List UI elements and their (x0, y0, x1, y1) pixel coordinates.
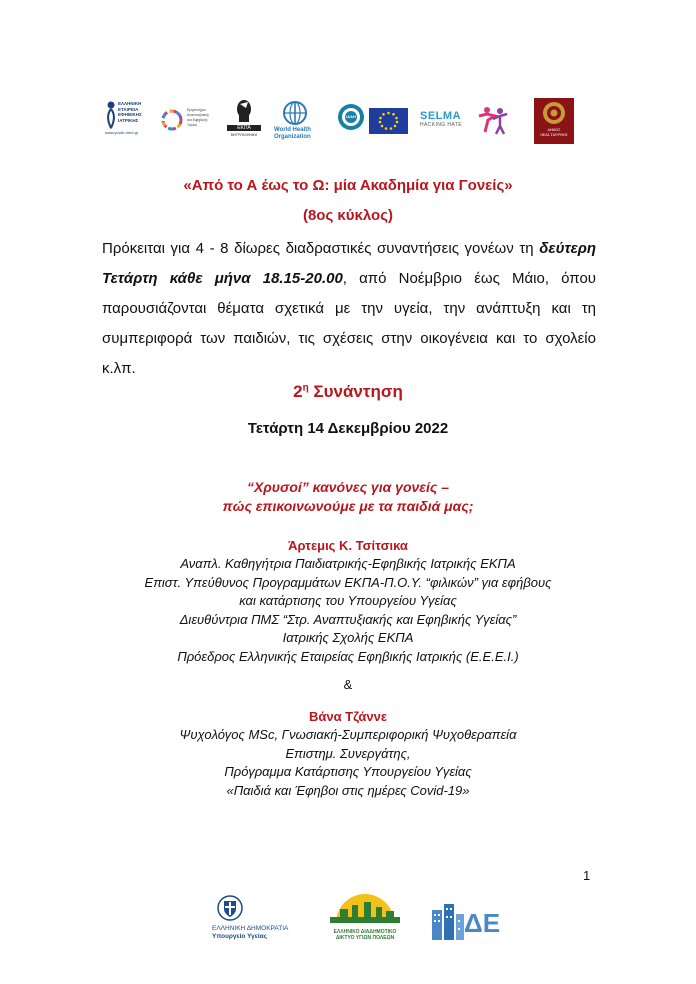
lab-logo (160, 106, 220, 140)
selma-logo (420, 110, 472, 138)
intro-bold-schedule: δεύτερη Τετάρτη κάθε μήνα 18.15-20.00 (102, 240, 597, 287)
intro-part2: , από Νοέμβριο έως Μάιο, όπου παρουσιάζονται θέματα σχετικά με την υγεία, την ανάπτυξη και τη συμπεριφορά των παιδιών, τις σχέσεις στην οικογένεια και το σχολείο κ.λπ. (102, 270, 596, 377)
who-text-2: Organization (274, 134, 311, 140)
lab-text-1: Εργαστήριο (187, 108, 206, 112)
ekpa-sub-text: ΜΗΤΡΟΚΛΗΝΙΚΗ (230, 133, 258, 137)
topic-line-1: “Χρυσοί” κανόνες για γονείς – (246, 479, 450, 495)
who-globe-icon (282, 100, 308, 126)
iaah-text: IAAH (346, 114, 356, 119)
ampersand: & (343, 677, 353, 692)
buildings-icon (430, 898, 466, 942)
meeting-heading (0, 382, 696, 402)
document-title: «Από το Α έως το Ω: μία Ακαδημία για Γονείς» (183, 177, 513, 194)
eefi-figure-icon (105, 100, 119, 130)
speaker-2-affiliations (0, 726, 696, 800)
de-text: ΔΕ (464, 908, 501, 938)
speaker-2-line: Ψυχολόγος MSc, Γνωσιακή-Συμπεριφορική Ψυχοθεραπεία (179, 727, 517, 742)
speaker-1-line: Πρόεδρος Ελληνικής Εταιρείας Εφηβικής Ιατρικής (Ε.Ε.Ε.Ι.) (177, 648, 519, 664)
speaker-1-name: Άρτεμις Κ. Τσίτσικα (288, 538, 408, 553)
de-logo (430, 898, 501, 942)
nea-smyrni-logo (534, 98, 574, 144)
eefi-text-4: ΙΑΤΡΙΚΗΣ (118, 117, 139, 123)
speaker-2-line: Πρόγραμμα Κατάρτισης Υπουργείου Υγείας (224, 764, 472, 779)
nea-smyrni-text-1: ΔΗΜΟΣ (547, 128, 561, 132)
ekpa-text: ΕΚΠΑ (227, 125, 261, 131)
eefi-text-3: ΕΦΗΒΙΚΗΣ (118, 112, 142, 117)
healthy-cities-icon (322, 893, 408, 929)
speaker-1-line: Ιατρικής Σχολής ΕΚΠΑ (282, 630, 414, 645)
selma-sub-text: HACKING HATE (420, 122, 462, 128)
network-text-1: ΕΛΛΗΝΙΚΟ ΔΙΑΔΗΜΟΤΙΚΟ (333, 929, 397, 935)
cycle-label: (8ος κύκλος) (302, 207, 394, 224)
youth-figures-logo (476, 104, 510, 138)
meeting-ordinal: η (302, 382, 309, 394)
healthy-cities-logo (322, 893, 408, 943)
speaker-1-line: και κατάρτισης του Υπουργείου Υγείας (239, 593, 457, 608)
ekpa-logo (227, 98, 261, 142)
eu-stars-icon (369, 108, 408, 134)
eefi-text-2: ΕΤΑΙΡΕΙΑ (118, 106, 139, 112)
speaker-2-line: «Παιδιά και Έφηβοι στις ημέρες Covid-19» (226, 782, 470, 798)
lab-text-4: Υγείας (187, 123, 198, 127)
speaker-1-line: Επιστ. Υπεύθυνος Προγραμμάτων ΕΚΠΑ-Π.Ο.Υ. “φιλικών” για εφήβους (144, 574, 552, 590)
page-number: 1 (583, 868, 591, 883)
meeting-number: 2 (293, 382, 303, 401)
greek-emblem-icon (215, 893, 245, 923)
meeting-label: Συνάντηση (313, 382, 403, 401)
lab-text-3: και Εφηβικής (187, 118, 208, 122)
speaker-1-line: Αναπλ. Καθηγήτρια Παιδιατρικής-Εφηβικής Ιατρικής ΕΚΠΑ (180, 556, 516, 571)
intro-paragraph (102, 234, 596, 384)
speaker-1-line: Διευθύντρια ΠΜΣ “Στρ. Αναπτυξιακής και Εφηβικής Υγείας” (179, 611, 517, 627)
gov-text-1: ΕΛΛΗΝΙΚΗ ΔΗΜΟΚΡΑΤΙΑ (212, 925, 289, 932)
eefi-url: www.youth-med.gr (105, 130, 139, 135)
eu-flag-logo (369, 108, 408, 134)
eefi-logo (105, 98, 157, 142)
athena-icon (231, 98, 257, 124)
youth-figures-icon (476, 104, 510, 138)
iaah-logo (330, 102, 372, 142)
ring-icon (160, 108, 184, 132)
speaker-2-line: Επιστημ. Συνεργάτης, (285, 745, 411, 761)
gov-logo (212, 893, 312, 939)
lab-text-2: Αναπτυξιακής (187, 113, 210, 117)
who-logo (272, 100, 322, 144)
topic-line-2: πώς επικοινωνούμε με τα παιδιά μας; (222, 498, 474, 514)
selma-text: SELMA (420, 110, 461, 122)
nea-smyrni-text-2: ΝΕΑΣ ΣΜΥΡΝΗΣ (540, 133, 568, 137)
gov-text-2: Υπουργείο Υγείας (212, 933, 268, 940)
speaker-1-affiliations (0, 555, 696, 666)
eefi-text-1: ΕΛΛΗΝΙΚΗ (118, 101, 142, 106)
speaker-2-name: Βάνα Τζάννε (308, 709, 388, 724)
municipal-seal-icon (534, 98, 574, 128)
intro-part1: Πρόκειται για 4 - 8 δίωρες διαδραστικές συναντήσεις γονέων τη (102, 240, 534, 257)
who-text-1: World Health (274, 127, 311, 133)
network-text-2: ΔΙΚΤΥΟ ΥΓΙΩΝ ΠΟΛΕΩΝ (335, 935, 395, 941)
partner-logos (100, 98, 600, 148)
meeting-date: Τετάρτη 14 Δεκεμβρίου 2022 (247, 420, 449, 437)
